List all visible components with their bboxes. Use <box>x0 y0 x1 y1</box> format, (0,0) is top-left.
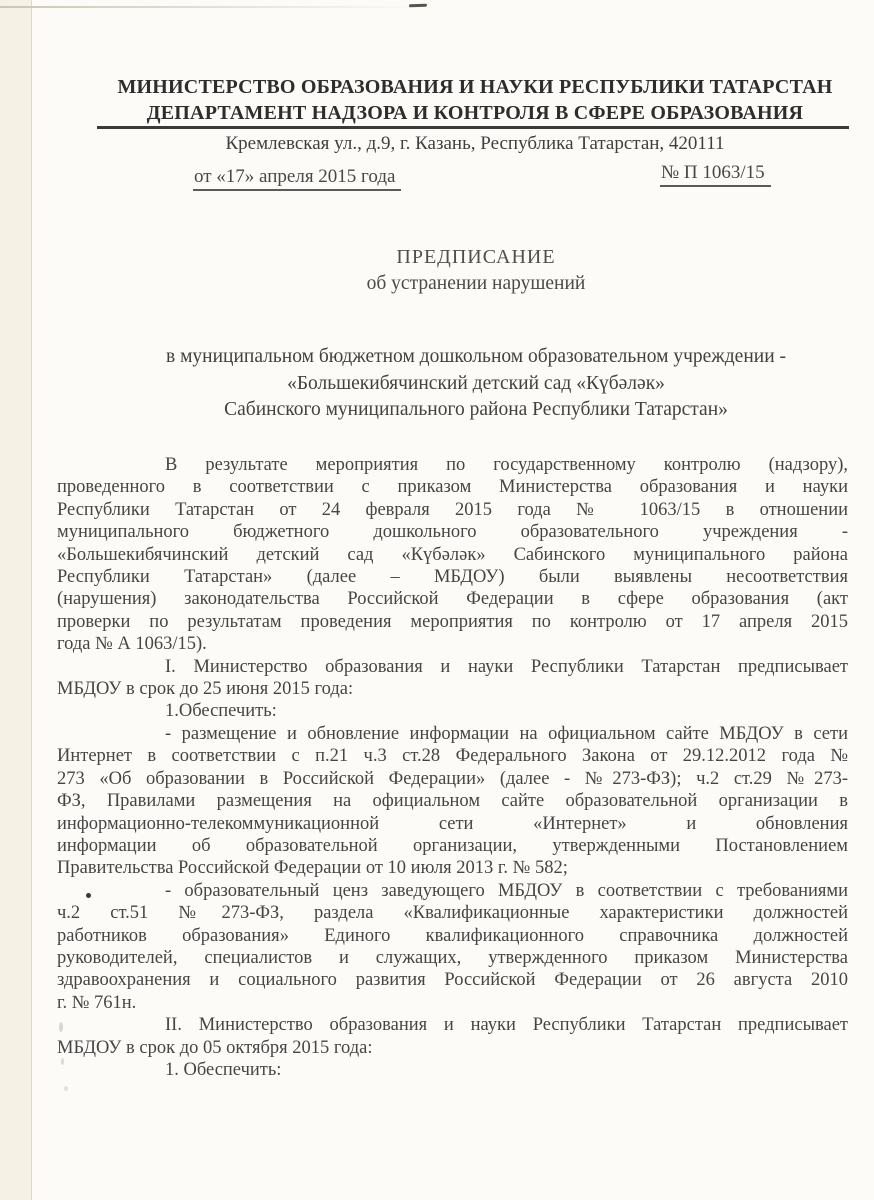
body-line: муниципального бюджетного дошкольного образовательного учреждения - <box>57 522 848 543</box>
body-line: II. Министерство образования и науки Республики Татарстан предписывает <box>165 1015 848 1036</box>
body-line: ч.2 ст.51 №273-ФЗ, раздела «Квалификационные характеристики должностей <box>57 903 848 924</box>
addressee-line: в муниципальном бюджетном дошкольном образовательном учреждении - <box>165 346 787 367</box>
body-line: г. № 761н. <box>57 992 137 1013</box>
body-line: - размещение и обновление информации на официальном сайте МБДОУ в сети <box>165 723 848 744</box>
scan-edge-strip <box>0 0 32 1200</box>
body-line: информационно-телекоммуникационной сети «Интернет» и обновления <box>57 813 848 834</box>
scan-smudge <box>64 1086 68 1091</box>
body-line: информации об образовательной организации, утвержденными Постановлением <box>57 835 848 856</box>
addressee-line: «Большекибячинский детский сад «Күбәләк» <box>287 372 665 394</box>
body-line: Республики Татарстан от 24 февраля 2015 года № 1063/15 в отношении <box>57 499 848 520</box>
document-body <box>57 454 848 1081</box>
body-line: «Большекибячинский детский сад «Күбәләк» Сабинского муниципального района <box>57 544 848 565</box>
document-number <box>660 162 771 184</box>
letterhead-rule <box>97 126 849 129</box>
body-line: Интернет в соответствии с п.21 ч.3 ст.28 Федерального Закона от 29.12.2012 года № <box>57 746 848 767</box>
organization-address: Кремлевская ул., д.9, г. Казань, Республика Татарстан, 420111 <box>225 133 725 154</box>
body-line: - образовательный ценз заведующего МБДОУ в соответствии с требованиями <box>165 880 848 901</box>
body-line: МБДОУ в срок до 25 июня 2015 года: <box>57 679 354 700</box>
body-line: ФЗ, Правилами размещения на официальном сайте образовательной организации в <box>57 791 848 812</box>
scan-top-line <box>0 6 432 8</box>
body-line: года № А 1063/15). <box>57 634 207 655</box>
body-line: 1.Обеспечить: <box>165 701 277 722</box>
scan-top-mark <box>409 4 427 8</box>
body-line: В результате мероприятия по государственному контролю (надзору), <box>165 455 848 475</box>
department-name: ДЕПАРТАМЕНТ НАДЗОРА И КОНТРОЛЯ В СФЕРЕ ОБРАЗОВАНИЯ <box>146 102 804 124</box>
document-title: ПРЕДПИСАНИЕ <box>396 246 556 268</box>
body-line: (нарушения) законодательства Российской Федерации в сфере образования (акт <box>57 589 848 610</box>
body-line: 273 «Об образовании в Российской Федерации» (далее - №273-ФЗ); ч.2 ст.29 №273- <box>57 768 848 789</box>
body-line: проведенного в соответствии с приказом Министерства образования и науки <box>57 477 848 498</box>
addressee-line: Сабинского муниципального района Республики Татарстан» <box>224 399 728 420</box>
document-subtitle: об устранении нарушений <box>366 273 586 294</box>
body-line: I. Министерство образования и науки Республики Татарстан предписывает <box>165 656 848 677</box>
body-line: руководителей, специалистов и служащих, утвержденного приказом Министерства <box>57 947 848 968</box>
ministry-name: МИНИСТЕРСТВО ОБРАЗОВАНИЯ И НАУКИ РЕСПУБЛИКИ ТАТАРСТАН <box>117 76 833 98</box>
addressee-block <box>95 344 857 424</box>
body-line: Республики Татарстан» (далее – МБДОУ) были выявлены несоответствия <box>57 567 848 588</box>
letterhead <box>100 74 850 126</box>
body-line: МБДОУ в срок до 05 октября 2015 года: <box>57 1037 373 1058</box>
body-line: здравоохранения и социального развития Российской Федерации от 26 августа 2010 <box>57 970 848 991</box>
document-date <box>193 166 401 188</box>
body-line: проверки по результатам проведения мероприятия по контролю от 17 апреля 2015 <box>57 611 848 632</box>
body-line: работников образования» Единого квалификационного справочника должностей <box>57 925 848 946</box>
body-line: Правительства Российской Федерации от 10 июля 2013 г. № 582; <box>57 858 568 879</box>
document-number-text: № П 1063/15 <box>660 162 771 187</box>
body-line: 1. Обеспечить: <box>165 1059 282 1080</box>
document-date-text: от «17» апреля 2015 года <box>193 166 401 191</box>
